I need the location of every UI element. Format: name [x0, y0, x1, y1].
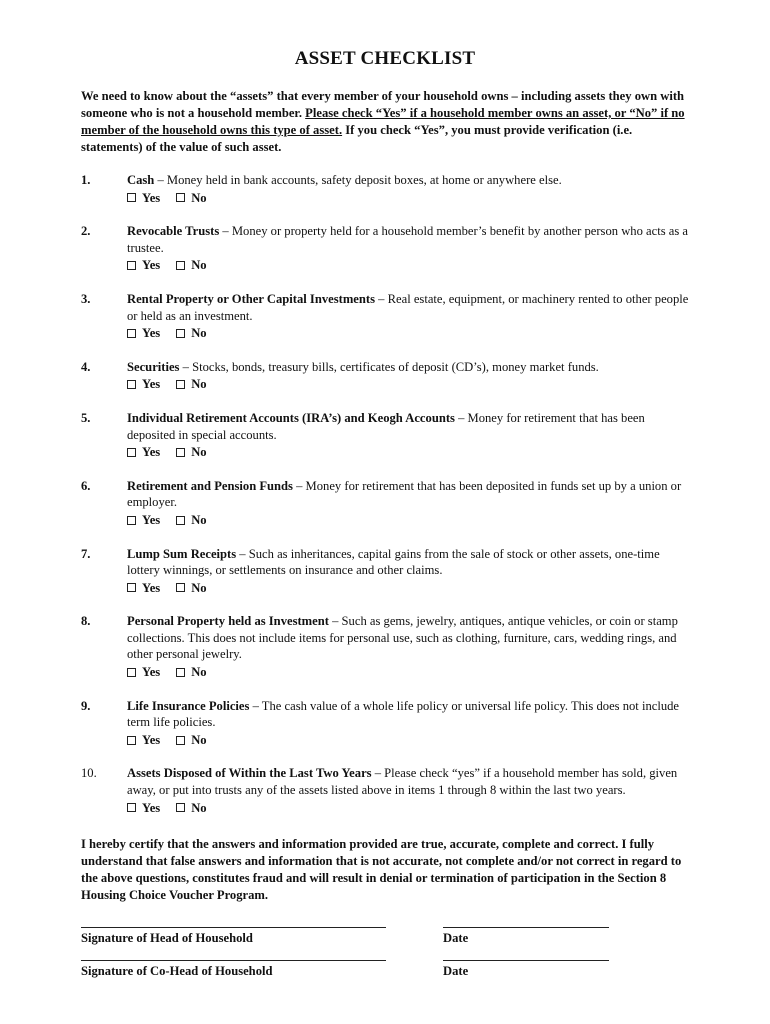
intro-text: We need to know about the “assets” that every member of your household owns – including assets they own with someone who is not a household member.: [81, 89, 685, 120]
item-name: Revocable Trusts: [127, 224, 220, 239]
checklist-item: [81, 291, 693, 342]
cohead-date-label: Date: [443, 964, 469, 978]
yes-checkbox[interactable]: [127, 261, 136, 270]
item-name: Securities: [127, 359, 180, 374]
item-name: Retirement and Pension Funds: [127, 478, 293, 493]
intro-verification-text: If you check “Yes”, you must provide verification (i.e. statements) of the value of such asset.: [81, 123, 633, 154]
item-name: Rental Property or Other Capital Investments: [127, 291, 376, 306]
no-option[interactable]: [176, 376, 206, 393]
cohead-date-line[interactable]: [443, 951, 609, 961]
certification-statement: I hereby certify that the answers and information provided are true, accurate, complete and correct. I fully understand that false answers and information that is not accurate, not complete and/or not correct in regard to the above questions, constitutes fraud and will result in denial or termination of participation in the Section 8 Housing Choice Voucher Program.: [81, 837, 682, 902]
no-label: No: [191, 580, 207, 595]
intro-instruction-underlined: Please check “Yes” if a household member owns an asset, or “No” if no member of the household owns this type of asset.: [81, 106, 685, 137]
no-label: No: [191, 258, 207, 273]
yes-option[interactable]: [127, 257, 160, 274]
yes-label: Yes: [142, 258, 161, 273]
yes-option[interactable]: [127, 664, 160, 681]
intro-paragraph: [81, 88, 691, 156]
yes-no-options: [127, 376, 693, 393]
item-text: [127, 359, 693, 376]
item-name: Assets Disposed of Within the Last Two Years: [127, 766, 372, 781]
item-description: – Money or property held for a household member’s benefit by another person who acts as a trustee.: [127, 224, 688, 255]
head-date-label: Date: [443, 931, 469, 945]
no-label: No: [191, 377, 207, 392]
item-description: – Such as gems, jewelry, antiques, antique vehicles, or coin or stamp collections. This does not include items for personal use, such as clothing, furniture, cars, wedding rings, and other personal jewelry.: [127, 614, 678, 662]
no-option[interactable]: [176, 257, 206, 274]
checklist-item: [81, 410, 693, 461]
item-number: 6.: [81, 478, 91, 493]
item-body: [127, 478, 693, 529]
yes-option[interactable]: [127, 444, 160, 461]
yes-option[interactable]: [127, 732, 160, 749]
item-description: – Stocks, bonds, treasury bills, certificates of deposit (CD’s), money market funds.: [179, 359, 599, 374]
no-checkbox[interactable]: [176, 380, 185, 389]
no-checkbox[interactable]: [176, 193, 185, 202]
yes-label: Yes: [142, 377, 161, 392]
checklist-item: [81, 546, 693, 597]
yes-option[interactable]: [127, 512, 160, 529]
yes-no-options: [127, 800, 693, 817]
cohead-signature-block: [81, 951, 386, 979]
yes-label: Yes: [142, 326, 161, 341]
item-text: [127, 765, 693, 798]
head-date-block: [443, 918, 609, 946]
yes-checkbox[interactable]: [127, 380, 136, 389]
yes-label: Yes: [142, 732, 161, 747]
item-number: 1.: [81, 173, 91, 187]
item-body: [127, 359, 693, 393]
yes-checkbox[interactable]: [127, 736, 136, 745]
no-option[interactable]: [176, 444, 206, 461]
yes-option[interactable]: [127, 800, 160, 817]
no-option[interactable]: [176, 325, 206, 342]
no-option[interactable]: [176, 664, 206, 681]
item-description: – Please check “yes” if a household member has sold, given away, or put into trusts any of the assets listed above in items 1 through 8 within the last two years.: [127, 766, 678, 798]
yes-label: Yes: [142, 580, 161, 595]
yes-checkbox[interactable]: [127, 583, 136, 592]
yes-label: Yes: [142, 512, 161, 527]
item-number: 8.: [81, 614, 91, 629]
checklist-item: [81, 698, 693, 749]
no-checkbox[interactable]: [176, 803, 185, 812]
item-description: – Money held in bank accounts, safety deposit boxes, at home or anywhere else.: [154, 173, 562, 187]
yes-label: Yes: [142, 445, 161, 460]
no-checkbox[interactable]: [176, 668, 185, 677]
item-number: 9.: [81, 698, 91, 713]
cohead-date-block: [443, 951, 609, 979]
yes-no-options: [127, 257, 693, 274]
item-description: – The cash value of a whole life policy or universal life policy. This does not include term life policies.: [127, 698, 680, 730]
yes-option[interactable]: [127, 325, 160, 342]
yes-no-options: [127, 580, 693, 597]
item-number: 3.: [81, 291, 91, 306]
no-label: No: [191, 445, 207, 460]
yes-no-options: [127, 444, 693, 461]
yes-checkbox[interactable]: [127, 329, 136, 338]
item-text: [127, 546, 693, 579]
yes-checkbox[interactable]: [127, 448, 136, 457]
item-text: [127, 613, 693, 663]
item-description: – Money for retirement that has been deposited in special accounts.: [127, 410, 645, 442]
yes-checkbox[interactable]: [127, 193, 136, 202]
item-number: 7.: [81, 546, 91, 561]
item-number: 2.: [81, 224, 91, 239]
yes-checkbox[interactable]: [127, 803, 136, 812]
page-title: ASSET CHECKLIST: [294, 48, 476, 69]
no-label: No: [191, 800, 207, 815]
item-body: [127, 410, 693, 461]
no-checkbox[interactable]: [176, 448, 185, 457]
no-label: No: [191, 326, 207, 341]
no-label: No: [191, 665, 207, 680]
cohead-signature-line[interactable]: [81, 951, 386, 961]
yes-option[interactable]: [127, 190, 160, 207]
item-text: [127, 291, 693, 324]
checklist-item: [81, 613, 693, 680]
checklist-item: [81, 223, 693, 274]
item-text: [127, 223, 693, 256]
checklist-item: [81, 172, 693, 206]
item-text: [127, 172, 693, 189]
no-checkbox[interactable]: [176, 329, 185, 338]
yes-option[interactable]: [127, 580, 160, 597]
item-body: [127, 613, 693, 680]
head-date-line[interactable]: [443, 918, 609, 928]
item-number: 10.: [81, 766, 97, 781]
yes-no-options: [127, 190, 693, 207]
yes-label: Yes: [142, 665, 161, 680]
item-text: [127, 410, 693, 443]
no-checkbox[interactable]: [176, 261, 185, 270]
no-option[interactable]: [176, 800, 206, 817]
yes-no-options: [127, 512, 693, 529]
item-description: – Such as inheritances, capital gains from the sale of stock or other assets, one-time lottery winnings, or settlements on insurance and other claims.: [127, 546, 660, 578]
item-number: 4.: [81, 359, 91, 374]
item-text: [127, 698, 693, 731]
item-body: [127, 765, 693, 816]
no-option[interactable]: [176, 732, 206, 749]
item-name: Individual Retirement Accounts (IRA’s) and Keogh Accounts: [127, 410, 455, 425]
yes-checkbox[interactable]: [127, 668, 136, 677]
checklist-item: [81, 765, 693, 816]
item-description: – Money for retirement that has been deposited in funds set up by a union or employer.: [127, 478, 682, 510]
no-checkbox[interactable]: [176, 583, 185, 592]
no-checkbox[interactable]: [176, 736, 185, 745]
no-checkbox[interactable]: [176, 516, 185, 525]
yes-option[interactable]: [127, 376, 160, 393]
head-signature-block: [81, 918, 386, 946]
head-signature-line[interactable]: [81, 918, 386, 928]
item-name: Personal Property held as Investment: [127, 614, 329, 629]
no-label: No: [191, 190, 207, 205]
yes-no-options: [127, 325, 693, 342]
yes-label: Yes: [142, 190, 161, 205]
item-description: – Real estate, equipment, or machinery rented to other people or held as an investment.: [127, 291, 689, 323]
item-body: [127, 172, 693, 206]
item-name: Cash: [127, 173, 155, 187]
asset-list: [81, 172, 693, 816]
item-body: [127, 223, 693, 274]
yes-no-options: [127, 664, 693, 681]
no-label: No: [191, 512, 207, 527]
item-body: [127, 291, 693, 342]
yes-no-options: [127, 732, 693, 749]
item-body: [127, 546, 693, 597]
checklist-item: [81, 359, 693, 393]
item-body: [127, 698, 693, 749]
item-text: [127, 478, 693, 511]
cohead-signature-label: Signature of Co-Head of Household: [81, 964, 273, 978]
item-name: Lump Sum Receipts: [127, 546, 237, 561]
yes-checkbox[interactable]: [127, 516, 136, 525]
no-label: No: [191, 732, 207, 747]
no-option[interactable]: [176, 190, 206, 207]
checklist-item: [81, 478, 693, 529]
head-signature-label: Signature of Head of Household: [81, 931, 253, 945]
no-option[interactable]: [176, 580, 206, 597]
item-name: Life Insurance Policies: [127, 698, 250, 713]
no-option[interactable]: [176, 512, 206, 529]
yes-label: Yes: [142, 800, 161, 815]
item-number: 5.: [81, 410, 91, 425]
